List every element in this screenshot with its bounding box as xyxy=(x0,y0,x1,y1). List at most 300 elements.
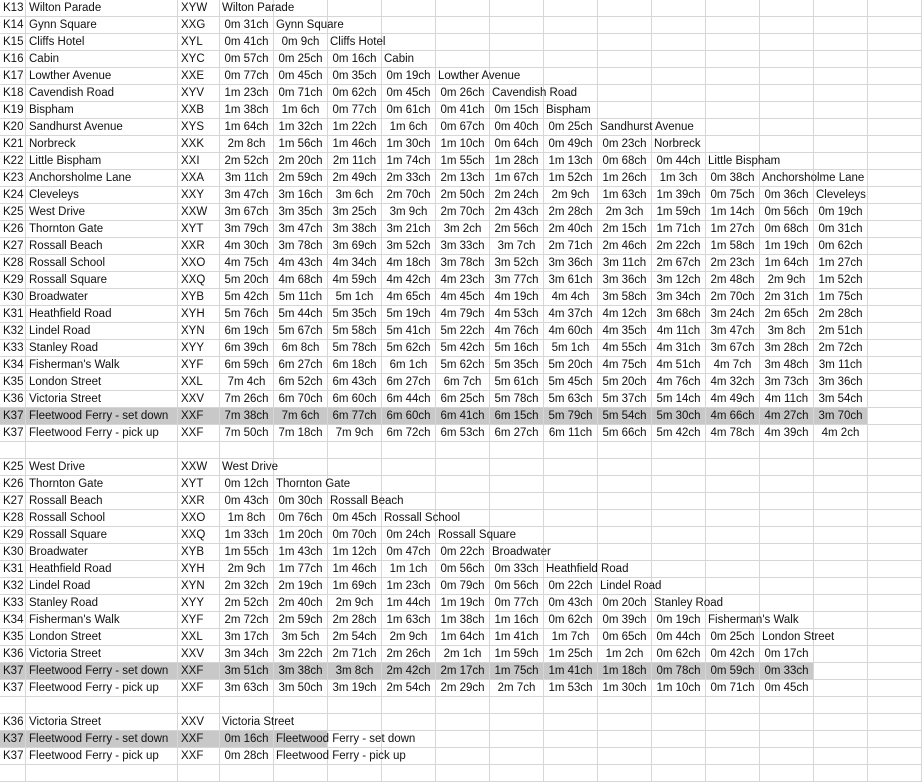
distance-cell[interactable]: 1m 69ch xyxy=(328,578,382,595)
stop-code-cell[interactable]: K25 xyxy=(0,459,26,476)
empty-cell[interactable] xyxy=(382,459,436,476)
distance-cell[interactable]: 2m 7ch xyxy=(490,680,544,697)
distance-cell[interactable]: 5m 1ch xyxy=(328,289,382,306)
stop-name-cell[interactable]: Cleveleys xyxy=(26,187,178,204)
empty-cell[interactable] xyxy=(868,612,922,629)
distance-cell[interactable]: 4m 37ch xyxy=(544,306,598,323)
distance-cell[interactable]: 1m 32ch xyxy=(274,119,328,136)
stop-code-cell[interactable]: K33 xyxy=(0,340,26,357)
distance-cell[interactable]: 1m 64ch xyxy=(760,255,814,272)
distance-cell[interactable]: 3m 6ch xyxy=(328,187,382,204)
stop-code-cell[interactable]: K13 xyxy=(0,0,26,17)
stop-ref-cell[interactable]: XYC xyxy=(178,51,220,68)
empty-cell[interactable] xyxy=(814,493,868,510)
distance-cell[interactable]: 1m 13ch xyxy=(544,153,598,170)
empty-cell[interactable] xyxy=(814,85,868,102)
empty-cell[interactable] xyxy=(598,544,652,561)
distance-cell[interactable]: 2m 28ch xyxy=(814,306,868,323)
distance-cell[interactable]: 3m 68ch xyxy=(652,306,706,323)
distance-cell[interactable]: 6m 52ch xyxy=(274,374,328,391)
empty-cell[interactable] xyxy=(490,51,544,68)
stop-code-cell[interactable]: K19 xyxy=(0,102,26,119)
distance-cell[interactable]: 4m 65ch xyxy=(382,289,436,306)
distance-cell[interactable]: 0m 26ch xyxy=(436,85,490,102)
stop-code-cell[interactable]: K16 xyxy=(0,51,26,68)
distance-cell[interactable]: 3m 8ch xyxy=(760,323,814,340)
empty-cell[interactable] xyxy=(868,170,922,187)
distance-cell[interactable]: 3m 52ch xyxy=(490,255,544,272)
distance-cell[interactable]: 3m 67ch xyxy=(220,204,274,221)
distance-cell[interactable]: 6m 27ch xyxy=(382,374,436,391)
empty-cell[interactable] xyxy=(814,476,868,493)
empty-cell[interactable] xyxy=(814,748,868,765)
stop-code-cell[interactable]: K30 xyxy=(0,544,26,561)
distance-cell[interactable]: 5m 63ch xyxy=(544,391,598,408)
distance-cell[interactable]: 0m 38ch xyxy=(706,170,760,187)
empty-cell[interactable] xyxy=(652,493,706,510)
distance-cell[interactable]: 6m 41ch xyxy=(436,408,490,425)
distance-cell[interactable]: 6m 60ch xyxy=(382,408,436,425)
distance-cell[interactable]: 0m 15ch xyxy=(490,102,544,119)
stop-code-cell[interactable]: K33 xyxy=(0,595,26,612)
empty-cell[interactable] xyxy=(544,0,598,17)
distance-cell[interactable]: 5m 62ch xyxy=(382,340,436,357)
distance-cell[interactable]: 3m 69ch xyxy=(328,238,382,255)
empty-cell[interactable] xyxy=(652,544,706,561)
distance-cell[interactable]: 2m 26ch xyxy=(382,646,436,663)
distance-cell[interactable]: 1m 19ch xyxy=(436,595,490,612)
distance-cell[interactable]: 3m 12ch xyxy=(652,272,706,289)
empty-cell[interactable] xyxy=(868,0,922,17)
distance-cell[interactable]: 0m 61ch xyxy=(382,102,436,119)
stop-label-cell[interactable]: Gynn Square xyxy=(274,17,328,34)
stop-ref-cell[interactable]: XXL xyxy=(178,629,220,646)
distance-cell[interactable]: 3m 48ch xyxy=(760,357,814,374)
stop-ref-cell[interactable]: XXF xyxy=(178,731,220,748)
distance-cell[interactable]: 2m 32ch xyxy=(220,578,274,595)
distance-cell[interactable]: 2m 13ch xyxy=(436,170,490,187)
stop-name-cell[interactable]: Little Bispham xyxy=(26,153,178,170)
empty-cell[interactable] xyxy=(760,765,814,782)
stop-label-cell[interactable]: Victoria Street xyxy=(220,714,274,731)
distance-cell[interactable]: 1m 46ch xyxy=(328,561,382,578)
stop-label-cell[interactable]: Rossall Square xyxy=(436,527,490,544)
empty-cell[interactable] xyxy=(868,765,922,782)
empty-cell[interactable] xyxy=(706,442,760,459)
distance-cell[interactable]: 5m 61ch xyxy=(490,374,544,391)
distance-cell[interactable]: 2m 29ch xyxy=(436,680,490,697)
distance-cell[interactable]: 5m 20ch xyxy=(598,374,652,391)
empty-cell[interactable] xyxy=(436,476,490,493)
empty-cell[interactable] xyxy=(598,748,652,765)
empty-cell[interactable] xyxy=(706,459,760,476)
stop-ref-cell[interactable]: XXF xyxy=(178,748,220,765)
empty-cell[interactable] xyxy=(436,51,490,68)
distance-cell[interactable]: 3m 50ch xyxy=(274,680,328,697)
distance-cell[interactable]: 2m 72ch xyxy=(220,612,274,629)
empty-cell[interactable] xyxy=(814,731,868,748)
stop-code-cell[interactable]: K36 xyxy=(0,646,26,663)
empty-cell[interactable] xyxy=(544,459,598,476)
stop-label-cell[interactable]: Cavendish Road xyxy=(490,85,544,102)
stop-code-cell[interactable]: K34 xyxy=(0,612,26,629)
stop-name-cell[interactable]: Rossall Beach xyxy=(26,493,178,510)
distance-cell[interactable]: 5m 11ch xyxy=(274,289,328,306)
distance-cell[interactable]: 1m 30ch xyxy=(598,680,652,697)
stop-name-cell[interactable]: Fisherman's Walk xyxy=(26,612,178,629)
distance-cell[interactable]: 1m 59ch xyxy=(490,646,544,663)
distance-cell[interactable]: 5m 16ch xyxy=(490,340,544,357)
empty-cell[interactable] xyxy=(706,510,760,527)
stop-name-cell[interactable]: West Drive xyxy=(26,459,178,476)
empty-cell[interactable] xyxy=(868,153,922,170)
distance-cell[interactable]: 5m 41ch xyxy=(382,323,436,340)
distance-cell[interactable]: 2m 59ch xyxy=(274,612,328,629)
stop-ref-cell[interactable]: XXB xyxy=(178,102,220,119)
empty-cell[interactable] xyxy=(178,442,220,459)
empty-cell[interactable] xyxy=(868,714,922,731)
distance-cell[interactable]: 0m 33ch xyxy=(490,561,544,578)
distance-cell[interactable]: 3m 24ch xyxy=(706,306,760,323)
empty-cell[interactable] xyxy=(814,102,868,119)
empty-cell[interactable] xyxy=(544,442,598,459)
distance-cell[interactable]: 3m 28ch xyxy=(760,340,814,357)
stop-name-cell[interactable]: Wilton Parade xyxy=(26,0,178,17)
distance-cell[interactable]: 3m 47ch xyxy=(220,187,274,204)
empty-cell[interactable] xyxy=(868,238,922,255)
stop-code-cell[interactable]: K37 xyxy=(0,731,26,748)
stop-ref-cell[interactable]: XYN xyxy=(178,323,220,340)
empty-cell[interactable] xyxy=(652,0,706,17)
empty-cell[interactable] xyxy=(760,714,814,731)
stop-code-cell[interactable]: K35 xyxy=(0,374,26,391)
empty-cell[interactable] xyxy=(544,17,598,34)
empty-cell[interactable] xyxy=(328,697,382,714)
distance-cell[interactable]: 0m 33ch xyxy=(760,663,814,680)
distance-cell[interactable]: 0m 31ch xyxy=(814,221,868,238)
empty-cell[interactable] xyxy=(436,34,490,51)
empty-cell[interactable] xyxy=(382,476,436,493)
distance-cell[interactable]: 4m 19ch xyxy=(490,289,544,306)
empty-cell[interactable] xyxy=(706,748,760,765)
stop-name-cell[interactable]: West Drive xyxy=(26,204,178,221)
stop-name-cell[interactable]: London Street xyxy=(26,629,178,646)
empty-cell[interactable] xyxy=(598,510,652,527)
empty-cell[interactable] xyxy=(760,748,814,765)
stop-label-cell[interactable]: Wilton Parade xyxy=(220,0,274,17)
empty-cell[interactable] xyxy=(490,714,544,731)
distance-cell[interactable]: 5m 14ch xyxy=(652,391,706,408)
empty-cell[interactable] xyxy=(598,0,652,17)
distance-cell[interactable]: 6m 39ch xyxy=(220,340,274,357)
distance-cell[interactable]: 3m 17ch xyxy=(220,629,274,646)
stop-name-cell[interactable]: Norbreck xyxy=(26,136,178,153)
distance-cell[interactable]: 4m 76ch xyxy=(490,323,544,340)
distance-cell[interactable]: 0m 56ch xyxy=(436,561,490,578)
distance-cell[interactable]: 1m 14ch xyxy=(706,204,760,221)
stop-code-cell[interactable]: K37 xyxy=(0,408,26,425)
distance-cell[interactable]: 7m 18ch xyxy=(274,425,328,442)
distance-cell[interactable]: 0m 16ch xyxy=(328,51,382,68)
empty-cell[interactable] xyxy=(760,34,814,51)
distance-cell[interactable]: 0m 79ch xyxy=(436,578,490,595)
distance-cell[interactable]: 4m 78ch xyxy=(706,425,760,442)
stop-ref-cell[interactable]: XYB xyxy=(178,544,220,561)
stop-ref-cell[interactable]: XXO xyxy=(178,510,220,527)
empty-cell[interactable] xyxy=(868,663,922,680)
stop-label-cell[interactable]: Cliffs Hotel xyxy=(328,34,382,51)
stop-label-cell[interactable]: West Drive xyxy=(220,459,274,476)
stop-ref-cell[interactable]: XYL xyxy=(178,34,220,51)
stop-name-cell[interactable]: Stanley Road xyxy=(26,340,178,357)
empty-cell[interactable] xyxy=(274,765,328,782)
distance-cell[interactable]: 3m 78ch xyxy=(274,238,328,255)
empty-cell[interactable] xyxy=(652,17,706,34)
empty-cell[interactable] xyxy=(0,442,26,459)
distance-cell[interactable]: 0m 17ch xyxy=(760,646,814,663)
empty-cell[interactable] xyxy=(868,289,922,306)
stop-label-cell[interactable]: Lowther Avenue xyxy=(436,68,490,85)
empty-cell[interactable] xyxy=(814,544,868,561)
empty-cell[interactable] xyxy=(868,578,922,595)
stop-label-cell[interactable]: London Street xyxy=(760,629,814,646)
empty-cell[interactable] xyxy=(598,697,652,714)
empty-cell[interactable] xyxy=(328,459,382,476)
empty-cell[interactable] xyxy=(868,17,922,34)
stop-name-cell[interactable]: Rossall School xyxy=(26,255,178,272)
empty-cell[interactable] xyxy=(706,34,760,51)
distance-cell[interactable]: 1m 6ch xyxy=(274,102,328,119)
empty-cell[interactable] xyxy=(178,765,220,782)
empty-cell[interactable] xyxy=(436,0,490,17)
distance-cell[interactable]: 3m 9ch xyxy=(382,204,436,221)
distance-cell[interactable]: 4m 55ch xyxy=(598,340,652,357)
distance-cell[interactable]: 5m 42ch xyxy=(220,289,274,306)
empty-cell[interactable] xyxy=(436,714,490,731)
distance-cell[interactable]: 1m 59ch xyxy=(652,204,706,221)
empty-cell[interactable] xyxy=(814,51,868,68)
empty-cell[interactable] xyxy=(382,714,436,731)
distance-cell[interactable]: 2m 22ch xyxy=(652,238,706,255)
empty-cell[interactable] xyxy=(868,680,922,697)
stop-code-cell[interactable]: K36 xyxy=(0,391,26,408)
empty-cell[interactable] xyxy=(868,187,922,204)
stop-ref-cell[interactable]: XXV xyxy=(178,714,220,731)
stop-ref-cell[interactable]: XXF xyxy=(178,680,220,697)
stop-name-cell[interactable]: Heathfield Road xyxy=(26,561,178,578)
distance-cell[interactable]: 5m 54ch xyxy=(598,408,652,425)
distance-cell[interactable]: 1m 1ch xyxy=(382,561,436,578)
empty-cell[interactable] xyxy=(274,442,328,459)
distance-cell[interactable]: 4m 27ch xyxy=(760,408,814,425)
distance-cell[interactable]: 2m 17ch xyxy=(436,663,490,680)
empty-cell[interactable] xyxy=(868,68,922,85)
empty-cell[interactable] xyxy=(490,731,544,748)
empty-cell[interactable] xyxy=(868,51,922,68)
distance-cell[interactable]: 5m 66ch xyxy=(598,425,652,442)
empty-cell[interactable] xyxy=(706,561,760,578)
empty-cell[interactable] xyxy=(760,0,814,17)
distance-cell[interactable]: 0m 36ch xyxy=(760,187,814,204)
distance-cell[interactable]: 2m 23ch xyxy=(706,255,760,272)
distance-cell[interactable]: 1m 2ch xyxy=(598,646,652,663)
distance-cell[interactable]: 1m 6ch xyxy=(382,119,436,136)
empty-cell[interactable] xyxy=(274,697,328,714)
distance-cell[interactable]: 1m 71ch xyxy=(652,221,706,238)
empty-cell[interactable] xyxy=(760,119,814,136)
empty-cell[interactable] xyxy=(652,561,706,578)
distance-cell[interactable]: 6m 11ch xyxy=(544,425,598,442)
empty-cell[interactable] xyxy=(490,17,544,34)
empty-cell[interactable] xyxy=(544,697,598,714)
empty-cell[interactable] xyxy=(598,85,652,102)
empty-cell[interactable] xyxy=(868,476,922,493)
distance-cell[interactable]: 0m 35ch xyxy=(328,68,382,85)
stop-ref-cell[interactable]: XXE xyxy=(178,68,220,85)
stop-ref-cell[interactable]: XYY xyxy=(178,340,220,357)
distance-cell[interactable]: 0m 42ch xyxy=(706,646,760,663)
distance-cell[interactable]: 6m 44ch xyxy=(382,391,436,408)
empty-cell[interactable] xyxy=(178,697,220,714)
distance-cell[interactable]: 1m 77ch xyxy=(274,561,328,578)
stop-code-cell[interactable]: K28 xyxy=(0,510,26,527)
stop-name-cell[interactable]: Cavendish Road xyxy=(26,85,178,102)
distance-cell[interactable]: 3m 77ch xyxy=(490,272,544,289)
distance-cell[interactable]: 3m 54ch xyxy=(814,391,868,408)
distance-cell[interactable]: 4m 43ch xyxy=(274,255,328,272)
stop-ref-cell[interactable]: XXG xyxy=(178,17,220,34)
distance-cell[interactable]: 6m 18ch xyxy=(328,357,382,374)
empty-cell[interactable] xyxy=(544,544,598,561)
distance-cell[interactable]: 5m 62ch xyxy=(436,357,490,374)
distance-cell[interactable]: 0m 56ch xyxy=(490,578,544,595)
distance-cell[interactable]: 0m 45ch xyxy=(760,680,814,697)
empty-cell[interactable] xyxy=(868,561,922,578)
stop-name-cell[interactable]: Sandhurst Avenue xyxy=(26,119,178,136)
distance-cell[interactable]: 0m 30ch xyxy=(274,493,328,510)
distance-cell[interactable]: 3m 19ch xyxy=(328,680,382,697)
empty-cell[interactable] xyxy=(328,714,382,731)
distance-cell[interactable]: 1m 10ch xyxy=(652,680,706,697)
stop-code-cell[interactable]: K26 xyxy=(0,476,26,493)
distance-cell[interactable]: 3m 63ch xyxy=(220,680,274,697)
distance-cell[interactable]: 3m 34ch xyxy=(652,289,706,306)
empty-cell[interactable] xyxy=(544,51,598,68)
empty-cell[interactable] xyxy=(760,476,814,493)
distance-cell[interactable]: 6m 27ch xyxy=(274,357,328,374)
stop-name-cell[interactable]: Fisherman's Walk xyxy=(26,357,178,374)
stop-ref-cell[interactable]: XXY xyxy=(178,187,220,204)
empty-cell[interactable] xyxy=(814,34,868,51)
stop-code-cell[interactable]: K27 xyxy=(0,493,26,510)
stop-code-cell[interactable]: K15 xyxy=(0,34,26,51)
stop-name-cell[interactable]: Fleetwood Ferry - set down xyxy=(26,731,178,748)
distance-cell[interactable]: 1m 75ch xyxy=(490,663,544,680)
distance-cell[interactable]: 3m 33ch xyxy=(436,238,490,255)
distance-cell[interactable]: 4m 35ch xyxy=(598,323,652,340)
stop-ref-cell[interactable]: XXF xyxy=(178,408,220,425)
empty-cell[interactable] xyxy=(706,697,760,714)
empty-cell[interactable] xyxy=(544,527,598,544)
stop-label-cell[interactable]: Sandhurst Avenue xyxy=(598,119,652,136)
distance-cell[interactable]: 1m 67ch xyxy=(490,170,544,187)
empty-cell[interactable] xyxy=(598,731,652,748)
empty-cell[interactable] xyxy=(436,765,490,782)
distance-cell[interactable]: 4m 53ch xyxy=(490,306,544,323)
empty-cell[interactable] xyxy=(868,374,922,391)
stop-label-cell[interactable]: Little Bispham xyxy=(706,153,760,170)
empty-cell[interactable] xyxy=(868,442,922,459)
stop-ref-cell[interactable]: XXR xyxy=(178,493,220,510)
distance-cell[interactable]: 1m 23ch xyxy=(220,85,274,102)
distance-cell[interactable]: 1m 19ch xyxy=(760,238,814,255)
distance-cell[interactable]: 0m 57ch xyxy=(220,51,274,68)
empty-cell[interactable] xyxy=(544,510,598,527)
empty-cell[interactable] xyxy=(760,442,814,459)
distance-cell[interactable]: 4m 39ch xyxy=(760,425,814,442)
stop-code-cell[interactable]: K30 xyxy=(0,289,26,306)
empty-cell[interactable] xyxy=(814,510,868,527)
empty-cell[interactable] xyxy=(868,527,922,544)
empty-cell[interactable] xyxy=(544,731,598,748)
distance-cell[interactable]: 0m 62ch xyxy=(544,612,598,629)
empty-cell[interactable] xyxy=(652,748,706,765)
distance-cell[interactable]: 0m 39ch xyxy=(598,612,652,629)
empty-cell[interactable] xyxy=(544,493,598,510)
distance-cell[interactable]: 4m 76ch xyxy=(652,374,706,391)
distance-cell[interactable]: 2m 65ch xyxy=(760,306,814,323)
distance-cell[interactable]: 2m 71ch xyxy=(328,646,382,663)
distance-cell[interactable]: 0m 41ch xyxy=(220,34,274,51)
empty-cell[interactable] xyxy=(814,578,868,595)
empty-cell[interactable] xyxy=(598,527,652,544)
stop-code-cell[interactable]: K28 xyxy=(0,255,26,272)
distance-cell[interactable]: 5m 42ch xyxy=(652,425,706,442)
stop-name-cell[interactable]: Lindel Road xyxy=(26,578,178,595)
empty-cell[interactable] xyxy=(652,510,706,527)
empty-cell[interactable] xyxy=(652,68,706,85)
stop-code-cell[interactable]: K22 xyxy=(0,153,26,170)
empty-cell[interactable] xyxy=(382,765,436,782)
empty-cell[interactable] xyxy=(760,102,814,119)
distance-cell[interactable]: 6m 8ch xyxy=(274,340,328,357)
empty-cell[interactable] xyxy=(706,119,760,136)
distance-cell[interactable]: 0m 56ch xyxy=(760,204,814,221)
empty-cell[interactable] xyxy=(706,527,760,544)
empty-cell[interactable] xyxy=(490,697,544,714)
stop-ref-cell[interactable]: XYV xyxy=(178,85,220,102)
distance-cell[interactable]: 5m 22ch xyxy=(436,323,490,340)
distance-cell[interactable]: 2m 20ch xyxy=(274,153,328,170)
stop-name-cell[interactable]: Gynn Square xyxy=(26,17,178,34)
distance-cell[interactable]: 0m 12ch xyxy=(220,476,274,493)
stop-ref-cell[interactable]: XXQ xyxy=(178,272,220,289)
distance-cell[interactable]: 4m 18ch xyxy=(382,255,436,272)
distance-cell[interactable]: 0m 19ch xyxy=(382,68,436,85)
distance-cell[interactable]: 3m 11ch xyxy=(598,255,652,272)
empty-cell[interactable] xyxy=(652,476,706,493)
empty-cell[interactable] xyxy=(328,442,382,459)
stop-label-cell[interactable]: Bispham xyxy=(544,102,598,119)
empty-cell[interactable] xyxy=(544,765,598,782)
stop-label-cell[interactable]: Anchorsholme Lane xyxy=(760,170,814,187)
distance-cell[interactable]: 4m 75ch xyxy=(598,357,652,374)
distance-cell[interactable]: 0m 24ch xyxy=(382,527,436,544)
stop-name-cell[interactable]: Fleetwood Ferry - pick up xyxy=(26,748,178,765)
stop-code-cell[interactable]: K21 xyxy=(0,136,26,153)
stop-name-cell[interactable]: Rossall School xyxy=(26,510,178,527)
distance-cell[interactable]: 0m 19ch xyxy=(652,612,706,629)
